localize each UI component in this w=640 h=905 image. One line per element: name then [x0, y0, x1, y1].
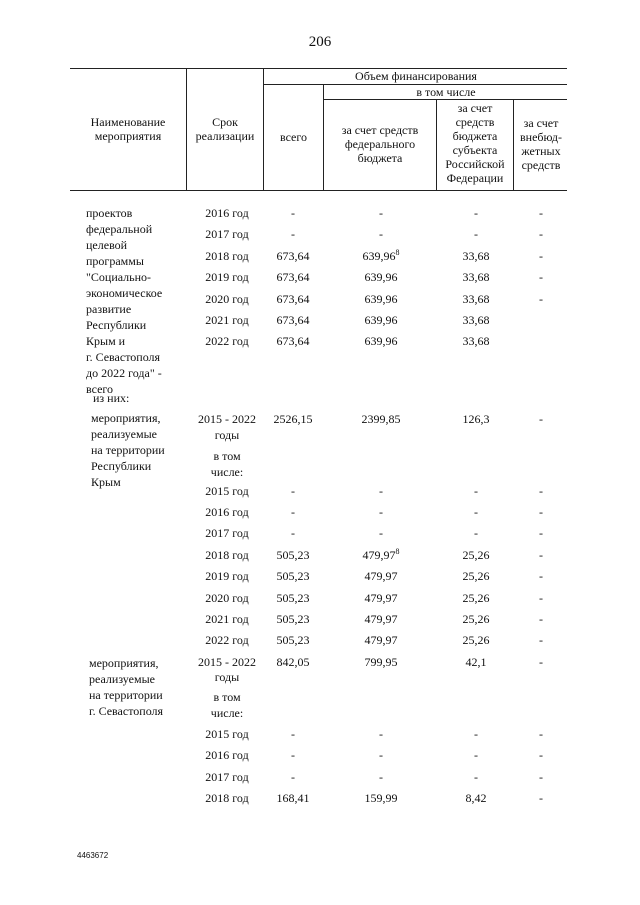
term-cell: 2016 год	[205, 748, 249, 762]
regional-cell: 33,68	[462, 334, 490, 348]
federal-value: -	[379, 206, 383, 220]
footnote-mark: 8	[395, 248, 400, 257]
name-line: г. Севастополя	[86, 350, 161, 364]
extra-cell: -	[539, 526, 543, 540]
regional-cell: -	[474, 748, 478, 762]
sevastopol-including	[195, 689, 259, 721]
federal-value: 479,97	[362, 548, 396, 562]
name-line: Крым и	[86, 334, 126, 348]
term-cell: 2016 год	[205, 206, 249, 220]
federal-cell	[326, 333, 436, 349]
extra-cell: -	[539, 569, 543, 583]
term-cell: 2015 - 2022	[198, 655, 256, 669]
extra-cell: -	[539, 770, 543, 784]
federal-value: 479,97	[364, 633, 398, 647]
header-text: Наименование	[90, 115, 166, 129]
federal-cell	[326, 483, 436, 499]
name-line: реализуемые	[91, 427, 157, 441]
extra-cell: -	[539, 505, 543, 519]
extra-cell: -	[539, 412, 543, 426]
total-cell: -	[291, 770, 295, 784]
federal-value: 479,97	[364, 612, 398, 626]
term-cell: 2021 год	[205, 313, 249, 327]
total-cell: 673,64	[276, 249, 310, 263]
header-text: средств	[455, 115, 495, 129]
total-cell: -	[291, 526, 295, 540]
total-cell: -	[291, 727, 295, 741]
extra-cell: -	[539, 270, 543, 284]
header-text: Срок	[212, 115, 238, 129]
federal-cell	[326, 248, 436, 264]
name-line: г. Севастополя	[89, 704, 164, 718]
extra-cell: -	[539, 484, 543, 498]
header-bottom-rule	[70, 190, 567, 191]
term-cell: 2021 год	[205, 612, 249, 626]
regional-cell: 25,26	[462, 612, 490, 626]
header-including: в том числе	[416, 85, 476, 99]
federal-value: 639,96	[364, 292, 398, 306]
name-line: федеральной	[86, 222, 153, 236]
header-name	[72, 115, 184, 143]
federal-value: -	[379, 505, 383, 519]
extra-cell: -	[539, 655, 543, 669]
federal-value: -	[379, 770, 383, 784]
name-line: реализуемые	[89, 672, 155, 686]
header-text: Российской	[445, 157, 505, 171]
total-cell: -	[291, 484, 295, 498]
regional-cell: 25,26	[462, 569, 490, 583]
crimea-name	[91, 410, 191, 490]
federal-value: 479,97	[364, 591, 398, 605]
total-cell: 505,23	[276, 548, 310, 562]
header-total: всего	[279, 130, 308, 144]
header-text: субъекта	[452, 143, 498, 157]
footnote-mark: 8	[395, 547, 400, 556]
name-line: экономическое	[86, 286, 163, 300]
header-divider	[323, 84, 324, 190]
federal-value: -	[379, 526, 383, 540]
header-text: мероприятия	[94, 129, 162, 143]
total-cell: -	[291, 206, 295, 220]
regional-cell: -	[474, 526, 478, 540]
federal-value: 2399,85	[361, 412, 401, 426]
of-them-label: из них:	[93, 391, 130, 405]
federal-cell	[326, 411, 436, 427]
extra-cell: -	[539, 633, 543, 647]
federal-value: -	[379, 484, 383, 498]
federal-value: 479,97	[364, 569, 398, 583]
extra-cell: -	[539, 548, 543, 562]
regional-cell: -	[474, 770, 478, 784]
term-cell: годы	[214, 670, 240, 684]
total-cell: 673,64	[276, 313, 310, 327]
name-line: всего	[86, 382, 114, 396]
regional-cell: 25,26	[462, 591, 490, 605]
name-line: мероприятия,	[91, 411, 161, 425]
header-text: за счет средств	[341, 123, 419, 137]
total-cell: -	[291, 505, 295, 519]
name-line: Республики	[91, 459, 152, 473]
term-cell: 2020 год	[205, 591, 249, 605]
extra-cell: -	[539, 791, 543, 805]
extra-cell: -	[539, 249, 543, 263]
federal-value: -	[379, 227, 383, 241]
term-cell: 2017 год	[205, 770, 249, 784]
header-regional	[438, 101, 512, 185]
term-cell: 2018 год	[205, 548, 249, 562]
sevastopol-name	[89, 655, 189, 719]
regional-cell: 33,68	[462, 249, 490, 263]
federal-cell	[326, 504, 436, 520]
including-line: числе:	[210, 706, 244, 720]
name-line: мероприятия,	[89, 656, 159, 670]
federal-value: 639,96	[362, 249, 396, 263]
federal-value: 639,96	[364, 334, 398, 348]
federal-cell	[326, 747, 436, 763]
term-cell: 2020 год	[205, 292, 249, 306]
term-cell: 2022 год	[205, 633, 249, 647]
header-text: бюджета	[452, 129, 498, 143]
header-text: Федерации	[446, 171, 504, 185]
federal-cell	[326, 632, 436, 648]
term-cell: 2017 год	[205, 227, 249, 241]
federal-cell	[326, 205, 436, 221]
header-divider	[263, 68, 264, 190]
term-cell: 2018 год	[205, 249, 249, 263]
federal-cell	[326, 269, 436, 285]
header-extra	[515, 116, 567, 172]
header-divider	[513, 99, 514, 190]
regional-cell: 42,1	[465, 655, 487, 669]
federal-cell	[326, 611, 436, 627]
regional-cell: 8,42	[465, 791, 487, 805]
header-text: федерального	[344, 137, 416, 151]
total-cell: 505,23	[276, 633, 310, 647]
extra-cell: -	[539, 727, 543, 741]
federal-value: 639,96	[364, 270, 398, 284]
header-federal	[325, 123, 435, 165]
including-rule	[323, 99, 567, 100]
regional-cell: -	[474, 505, 478, 519]
federal-cell	[326, 654, 436, 670]
regional-cell: -	[474, 727, 478, 741]
name-line: развитие	[86, 302, 132, 316]
header-text: за счет	[523, 116, 559, 130]
page-number: 206	[308, 34, 332, 50]
extra-cell: -	[539, 292, 543, 306]
document-id: 4463672	[77, 851, 109, 860]
total-cell: 168,41	[276, 791, 310, 805]
name-line: "Социально-	[86, 270, 152, 284]
total-cell: 505,23	[276, 591, 310, 605]
including-line: в том	[213, 690, 241, 704]
header-text: жетных	[521, 144, 561, 158]
header-text: внебюд-	[520, 130, 562, 144]
total-cell: 673,64	[276, 292, 310, 306]
extra-cell: -	[539, 206, 543, 220]
federal-value: -	[379, 727, 383, 741]
name-line: до 2022 года" -	[86, 366, 162, 380]
name-line: на территории	[91, 443, 165, 457]
header-divider	[186, 68, 187, 190]
header-text: бюджета	[357, 151, 403, 165]
name-line: Крым	[91, 475, 121, 489]
crimea-including	[195, 448, 259, 480]
name-line: целевой	[86, 238, 128, 252]
term-cell: годы	[214, 428, 240, 442]
total-cell: 2526,15	[273, 412, 313, 426]
federal-cell	[326, 590, 436, 606]
term-cell: 2015 год	[205, 484, 249, 498]
regional-cell: 126,3	[462, 412, 490, 426]
term-cell: 2022 год	[205, 334, 249, 348]
header-text: реализации	[195, 129, 255, 143]
regional-cell: -	[474, 484, 478, 498]
extra-cell: -	[539, 612, 543, 626]
header-financing: Объем финансирования	[355, 69, 477, 83]
term-cell: 2015 - 2022	[198, 412, 256, 426]
header-divider	[436, 99, 437, 190]
federal-cell	[326, 312, 436, 328]
federal-value: -	[379, 748, 383, 762]
total-cell: -	[291, 748, 295, 762]
regional-cell: 25,26	[462, 548, 490, 562]
extra-cell: -	[539, 591, 543, 605]
federal-value: 799,95	[364, 655, 398, 669]
total-cell: -	[291, 227, 295, 241]
total-cell: 673,64	[276, 270, 310, 284]
total-cell: 505,23	[276, 569, 310, 583]
federal-cell	[326, 726, 436, 742]
regional-cell: 33,68	[462, 270, 490, 284]
federal-cell	[326, 291, 436, 307]
including-line: числе:	[210, 465, 244, 479]
federal-cell	[326, 547, 436, 563]
total-cell: 842,05	[276, 655, 310, 669]
federal-cell	[326, 568, 436, 584]
extra-cell: -	[539, 748, 543, 762]
regional-cell: 33,68	[462, 313, 490, 327]
name-line: Республики	[86, 318, 147, 332]
total-cell: 505,23	[276, 612, 310, 626]
term-cell: 2017 год	[205, 526, 249, 540]
federal-cell	[326, 226, 436, 242]
federal-cell	[326, 525, 436, 541]
term-cell: 2016 год	[205, 505, 249, 519]
federal-cell	[326, 790, 436, 806]
regional-cell: 33,68	[462, 292, 490, 306]
regional-cell: 25,26	[462, 633, 490, 647]
total-cell: 673,64	[276, 334, 310, 348]
federal-value: 159,99	[364, 791, 398, 805]
term-cell: 2015 год	[205, 727, 249, 741]
federal-cell	[326, 769, 436, 785]
term-cell: 2018 год	[205, 791, 249, 805]
header-term	[188, 115, 262, 143]
term-cell: 2019 год	[205, 270, 249, 284]
regional-cell: -	[474, 227, 478, 241]
program-name	[86, 205, 186, 397]
name-line: на территории	[89, 688, 163, 702]
regional-cell: -	[474, 206, 478, 220]
header-text: за счет	[457, 101, 493, 115]
name-line: программы	[86, 254, 144, 268]
including-line: в том	[213, 449, 241, 463]
header-text: средств	[521, 158, 561, 172]
extra-cell: -	[539, 227, 543, 241]
term-cell: 2019 год	[205, 569, 249, 583]
name-line: проектов	[86, 206, 133, 220]
federal-value: 639,96	[364, 313, 398, 327]
